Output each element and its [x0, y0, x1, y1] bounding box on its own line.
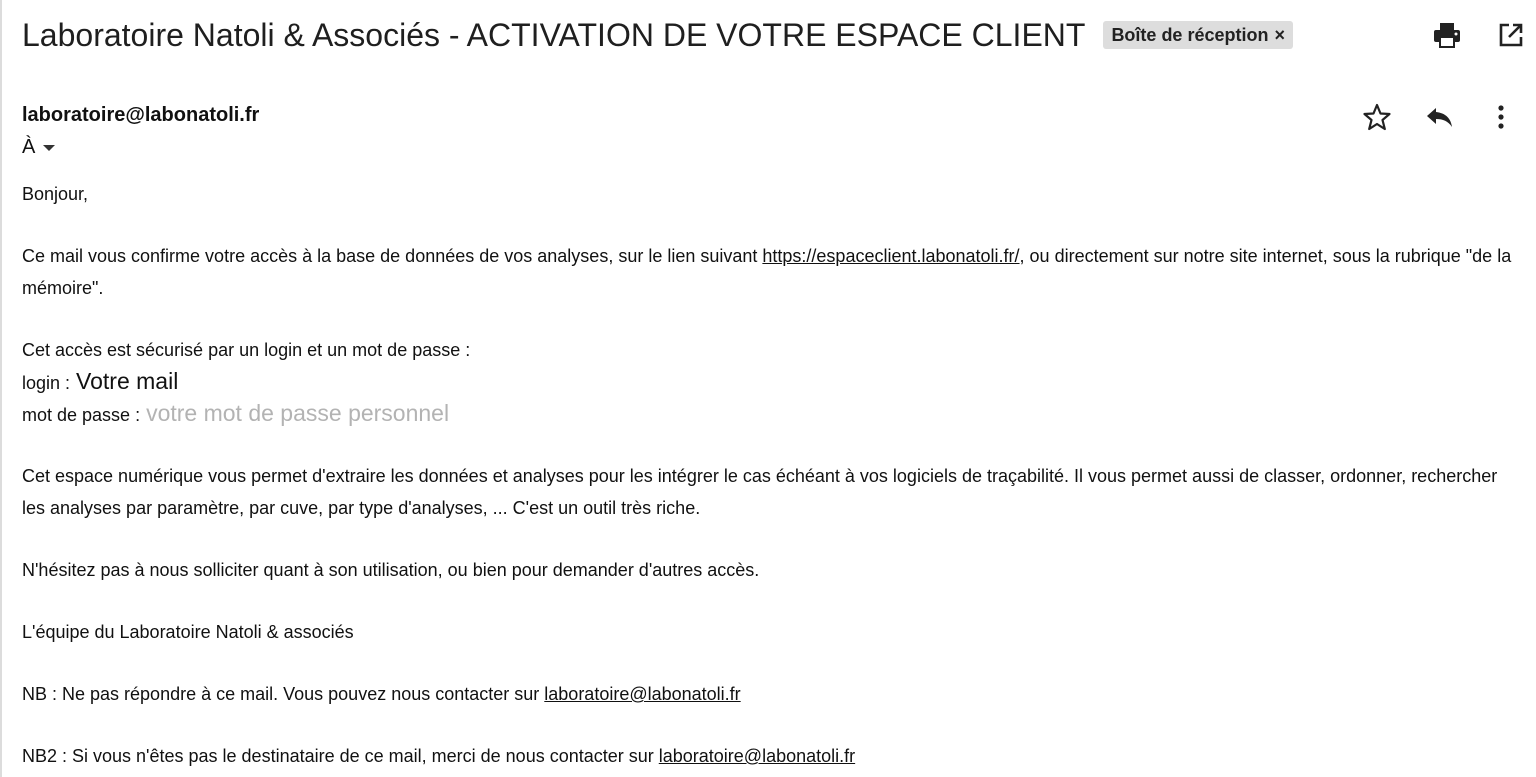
paragraph-contact: N'hésitez pas à nous solliciter quant à son utilisation, ou bien pour demander d'autres accès. [22, 560, 760, 580]
nb-text: NB : Ne pas répondre à ce mail. Vous pouvez nous contacter sur [22, 684, 545, 704]
star-button[interactable] [1360, 100, 1394, 134]
nb2-note [22, 740, 1512, 772]
nb2-text: NB2 : Si vous n'êtes pas le destinataire de ce mail, merci de nous contacter sur [22, 746, 659, 766]
signature: L'équipe du Laboratoire Natoli & associés [22, 622, 354, 642]
security-line: Cet accès est sécurisé par un login et un mot de passe : [22, 340, 471, 360]
subject-bar [22, 12, 1293, 58]
login-value: Votre mail [76, 368, 179, 394]
more-vertical-icon [1497, 104, 1505, 130]
reply-icon [1424, 104, 1454, 130]
login-label: login : [22, 373, 71, 393]
more-options-button[interactable] [1484, 100, 1518, 134]
star-icon [1363, 103, 1391, 131]
reply-button[interactable] [1422, 100, 1456, 134]
greeting: Bonjour, [22, 184, 89, 204]
login-line [22, 366, 1512, 398]
contact-email-link-2[interactable]: laboratoire@labonatoli.fr [658, 746, 856, 766]
nb-note [22, 678, 1512, 710]
chevron-down-icon[interactable] [43, 145, 55, 151]
password-line [22, 398, 1512, 430]
print-icon [1432, 21, 1462, 49]
paragraph-access-confirmation [22, 240, 1512, 304]
password-value: votre mot de passe personnel [146, 400, 450, 426]
email-body [22, 178, 1512, 772]
open-in-new-window-icon [1498, 22, 1524, 48]
print-button[interactable] [1430, 18, 1464, 52]
sender-address[interactable]: laboratoire@labonatoli.fr [22, 104, 260, 126]
password-label: mot de passe : [22, 405, 141, 425]
remove-label-button[interactable]: × [1274, 24, 1285, 45]
client-space-link[interactable]: https://espaceclient.labonatoli.fr/ [762, 246, 1020, 266]
paragraph-text: Ce mail vous confirme votre accès à la base de données de vos analyses, sur le lien suivant [22, 246, 763, 266]
open-in-new-window-button[interactable] [1494, 18, 1528, 52]
inbox-label-text: Boîte de réception [1111, 24, 1269, 45]
recipient-line[interactable] [22, 136, 55, 159]
inbox-label-chip[interactable] [1103, 21, 1293, 49]
email-subject: Laboratoire Natoli & Associés - ACTIVATION DE VOTRE ESPACE CLIENT [22, 16, 1086, 53]
thread-actions [1430, 18, 1528, 52]
message-actions [1360, 100, 1518, 134]
recipient-label: À [22, 136, 36, 158]
paragraph-features: Cet espace numérique vous permet d'extraire les données et analyses pour les intégrer le cas échéant à vos logiciels de traçabilité. Il vous permet aussi de classer, ordonner, rechercher les analyses par paramètre, par cuve, par type d'analyses, ... C'est un outil très riche. [22, 466, 1498, 518]
paragraph-text: , ou directement sur notre site internet, sous la rubrique "de la mémoire". [22, 246, 1512, 298]
contact-email-link[interactable]: laboratoire@labonatoli.fr [544, 684, 741, 704]
